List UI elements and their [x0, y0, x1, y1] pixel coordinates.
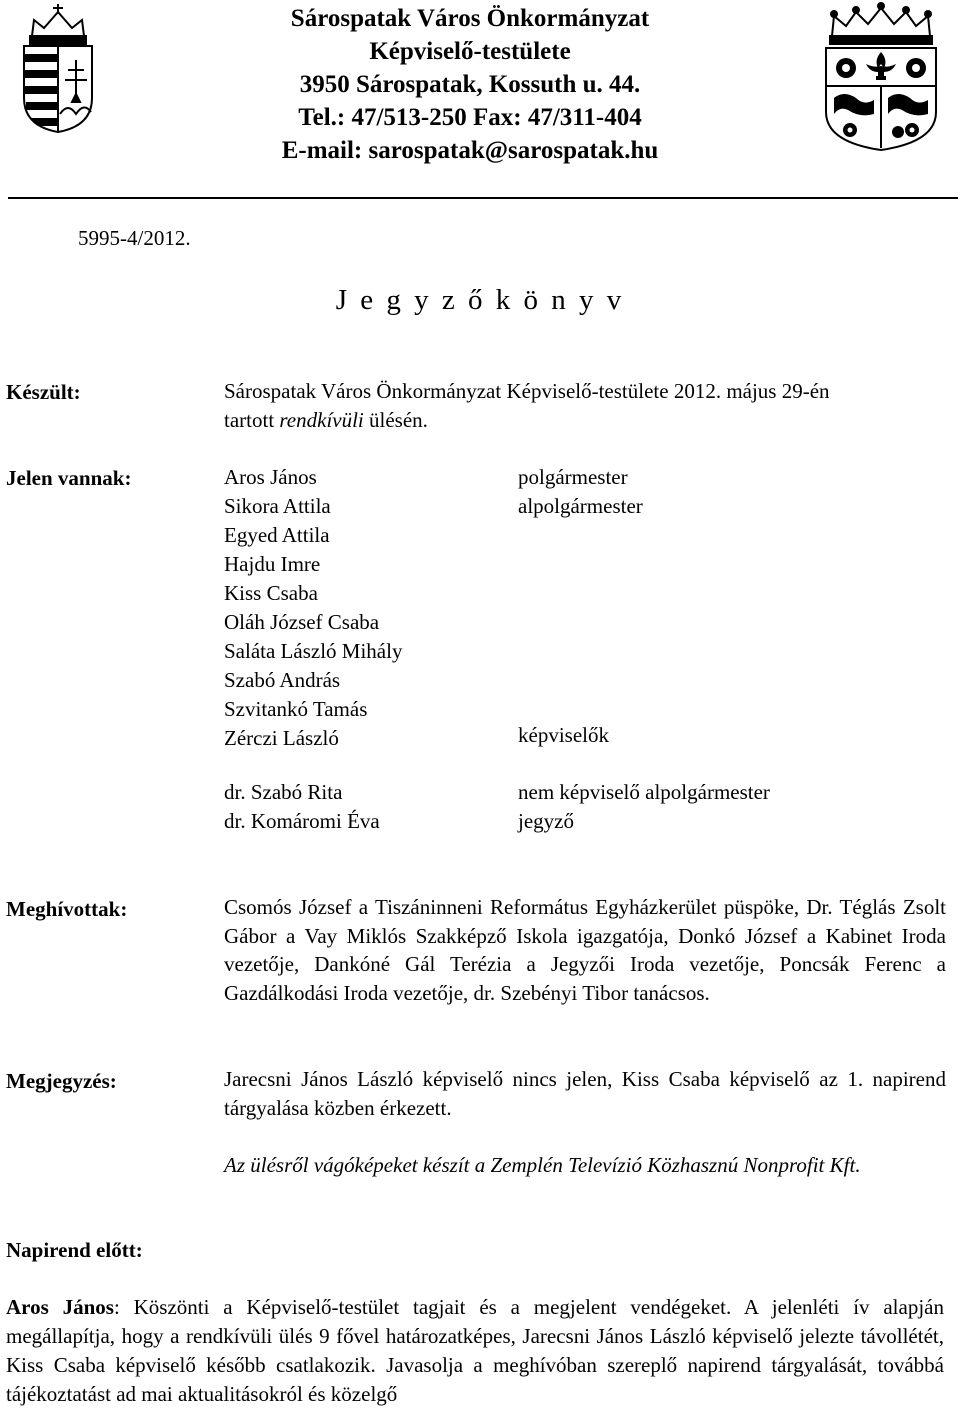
attendee-role: polgármester: [518, 465, 628, 489]
speech-text: : Köszönti a Képviselő-testület tagjait és a megjelent vendégeket. A jelenléti ív alapján megállapítja, hogy a rendkívüli ülés 9 fővel határozatképes, Jarecsni János László képviselő jelezte távollétét, Kiss Csaba képviselő később csatlakozik. Javasolja a meghívóban szereplő napirend tárgyalását, továbbá tájékoztatást ad mai aktualitásokról és közelgő: [6, 1295, 944, 1406]
keszult-text: [224, 377, 954, 435]
hungarian-coat-of-arms-icon: [18, 2, 98, 134]
attendee-name: Sikora Attila: [224, 494, 331, 518]
keszult-line-1: Sárospatak Város Önkormányzat Képviselő-testülete 2012. május 29-én: [224, 379, 830, 403]
extra-attendee-roles: [518, 778, 770, 836]
meghivottak-text: Csomós József a Tiszáninneni Református Egyházkerület püspöke, Dr. Téglás Zsolt Gábor a Vay Miklós Szakképző Iskola igazgatója, Donkó József a Kabinet Iroda vezetője, Dankóné Gál Terézia a Jegyzői Iroda vezetője, Poncsák Ferenc a Gazdálkodási Iroda vezetője, dr. Szebényi Tibor tanácsos.: [224, 895, 946, 1005]
attendee-name: Hajdu Imre: [224, 552, 321, 576]
keszult-suffix: ülésén.: [363, 408, 428, 432]
attendee-name: Saláta László Mihály: [224, 639, 403, 663]
keszult-session-type: rendkívüli: [279, 408, 364, 432]
letterhead-line-1: Sárospatak Város Önkormányzat: [290, 5, 650, 32]
attendee-name: Kiss Csaba: [224, 581, 318, 605]
attendee-role: jegyző: [518, 809, 574, 833]
attendee-name: Szabó András: [224, 668, 341, 692]
megjegyzes-italic-note: Az ülésről vágóképeket készít a Zemplén Televízió Közhasznú Nonprofit Kft.: [224, 1153, 861, 1177]
attendee-list: [224, 463, 402, 753]
meghivottak-label: Meghívottak:: [6, 897, 128, 921]
attendee-name: Egyed Attila: [224, 523, 330, 547]
attendee-name: dr. Komáromi Éva: [224, 809, 380, 833]
letterhead-line-2: Képviselő-testülete: [369, 38, 571, 65]
header-divider: [8, 197, 958, 199]
attendee-name: Szvitankó Tamás: [224, 697, 368, 721]
letterhead-line-3: 3950 Sárospatak, Kossuth u. 44.: [299, 71, 641, 98]
keszult-prefix: tartott: [224, 408, 280, 432]
extra-attendee-list: [224, 778, 380, 836]
attendee-name: Zérczi László: [224, 726, 339, 750]
keszult-line-2: [224, 406, 954, 435]
speaker-name: Aros János: [6, 1295, 114, 1319]
letterhead: [210, 2, 730, 167]
megjegyzes-label: Megjegyzés:: [6, 1069, 117, 1093]
attendee-role: nem képviselő alpolgármester: [518, 780, 770, 804]
letterhead-line-5: E-mail: sarospatak@sarospatak.hu: [281, 137, 659, 164]
attendee-name: dr. Szabó Rita: [224, 780, 343, 804]
speech-paragraph: [6, 1293, 944, 1409]
reference-number: 5995-4/2012.: [78, 226, 191, 250]
attendee-name: Oláh József Csaba: [224, 610, 380, 634]
jelen-label: Jelen vannak:: [6, 466, 132, 490]
attendee-role: képviselők: [518, 723, 609, 747]
napirend-elott-label: Napirend előtt:: [6, 1238, 143, 1262]
attendee-name: Aros János: [224, 465, 317, 489]
attendee-role: alpolgármester: [518, 494, 643, 518]
document-title: J e g y z ő k ö n y v: [335, 284, 625, 316]
letterhead-line-4: Tel.: 47/513-250 Fax: 47/311-404: [298, 104, 642, 131]
sarospatak-coat-of-arms-icon: [820, 2, 942, 152]
keszult-label: Készült:: [6, 380, 81, 404]
megjegyzes-text: Jarecsni János László képviselő nincs jelen, Kiss Csaba képviselő az 1. napirend tárgyalása közben érkezett.: [224, 1067, 946, 1120]
